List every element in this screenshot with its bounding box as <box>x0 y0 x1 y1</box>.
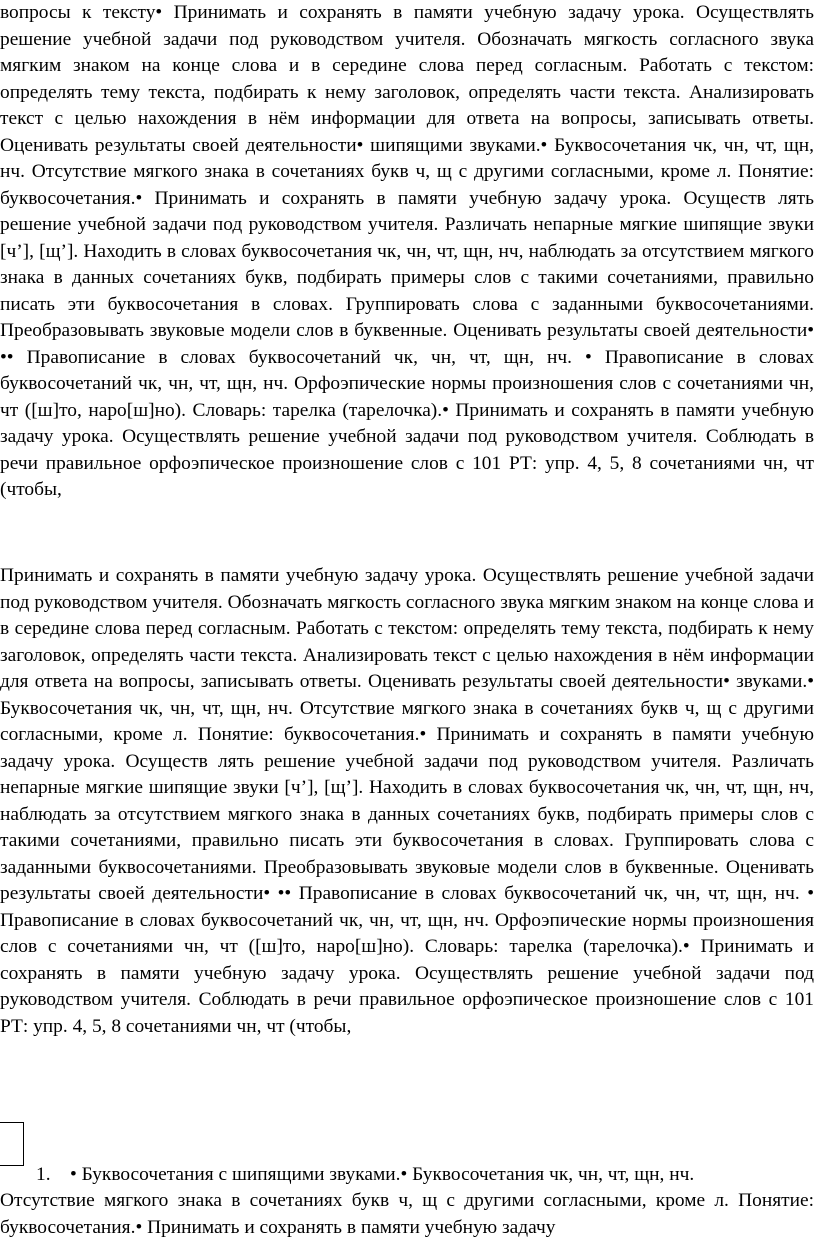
list-item-text: • Буквосочетания с шипящими звуками.• Буквосочетания чк, чн, чт, щн, нч. <box>69 1164 695 1185</box>
paragraph-3: Отсутствие мягкого знака в сочетаниях букв ч, щ с другими согласными, кроме л. Понятие: буквосочетания.• Принимать и сохранять в памяти учебную задачу <box>0 1190 814 1238</box>
empty-table-cell <box>0 1122 24 1166</box>
paragraph-2: Принимать и сохранять в памяти учебную задачу урока. Осуществлять решение учебной задачи под руководством учителя. Обозначать мягкость согласного звука мягким знаком на конце слова и в середине слова перед согласным. Работать с текстом: определять тему текста, подбирать к нему заголовок, определять части текста. Анализировать текст с целью нахождения в нём информации для ответа на вопросы, записывать ответы. Оценивать результаты своей деятельности• звуками.• Буквосочетания чк, чн, чт, щн, нч. Отсутствие мягкого знака в сочетаниях букв ч, щ с другими согласными, кроме л. Понятие: буквосочетания.• Принимать и сохранять в памяти учебную задачу урока. Осуществ лять решение учебной задачи под руководством учителя. Различать непарные мягкие шипящие звуки [ч’], [щ’]. Находить в словах буквосочетания чк, чн, чт, щн, нч, наблюдать за отсутствием мягкого знака в данных сочетаниях букв, подбирать примеры слов с такими сочетаниями, правильно писать эти буквосочетания в словах. Группировать слова с заданными буквосочетаниями. Преобразовывать звуковые модели слов в буквенные. Оценивать результаты своей деятельности• •• Правописание в словах буквосочетаний чк, чн, чт, щн, нч. • Правописание в словах буквосочетаний чк, чн, чт, щн, нч. Орфоэпические нормы произношения слов с сочетаниями чн, чт ([ш]то, наро[ш]но). Словарь: тарелка (тарелочка).• Принимать и сохранять в памяти учебную задачу урока. Осуществлять решение учебной задачи под руководством учителя. Соблюдать в речи правильное орфоэпическое произношение слов с 101 РТ: упр. 4, 5, 8 сочетаниями чн, чт (чтобы, <box>0 565 814 1037</box>
list-item-number: 1. <box>36 1164 51 1185</box>
numbered-list-item <box>36 1162 814 1189</box>
paragraph-1: вопросы к тексту• Принимать и сохранять в памяти учебную задачу урока. Осуществлять решение учебной задачи под руководством учителя. Обозначать мягкость согласного звука мягким знаком на конце слова и в середине слова перед согласным. Работать с текстом: определять тему текста, подбирать к нему заголовок, определять части текста. Анализировать текст с целью нахождения в нём информации для ответа на вопросы, записывать ответы. Оценивать результаты своей деятельности• шипящими звуками.• Буквосочетания чк, чн, чт, щн, нч. Отсутствие мягкого знака в сочетаниях букв ч, щ с другими согласными, кроме л. Понятие: буквосочетания.• Принимать и сохранять в памяти учебную задачу урока. Осуществ лять решение учебной задачи под руководством учителя. Различать непарные мягкие шипящие звуки [ч’], [щ’]. Находить в словах буквосочетания чк, чн, чт, щн, нч, наблюдать за отсутствием мягкого знака в данных сочетаниях букв, подбирать примеры слов с такими сочетаниями, правильно писать эти буквосочетания в словах. Группировать слова с заданными буквосочетаниями. Преобразовывать звуковые модели слов в буквенные. Оценивать результаты своей деятельности• •• Правописание в словах буквосочетаний чк, чн, чт, щн, нч. • Правописание в словах буквосочетаний чк, чн, чт, щн, нч. Орфоэпические нормы произношения слов с сочетаниями чн, чт ([ш]то, наро[ш]но). Словарь: тарелка (тарелочка).• Принимать и сохранять в памяти учебную задачу урока. Осуществлять решение учебной задачи под руководством учителя. Соблюдать в речи правильное орфоэпическое произношение слов с 101 РТ: упр. 4, 5, 8 сочетаниями чн, чт (чтобы, <box>0 2 814 500</box>
